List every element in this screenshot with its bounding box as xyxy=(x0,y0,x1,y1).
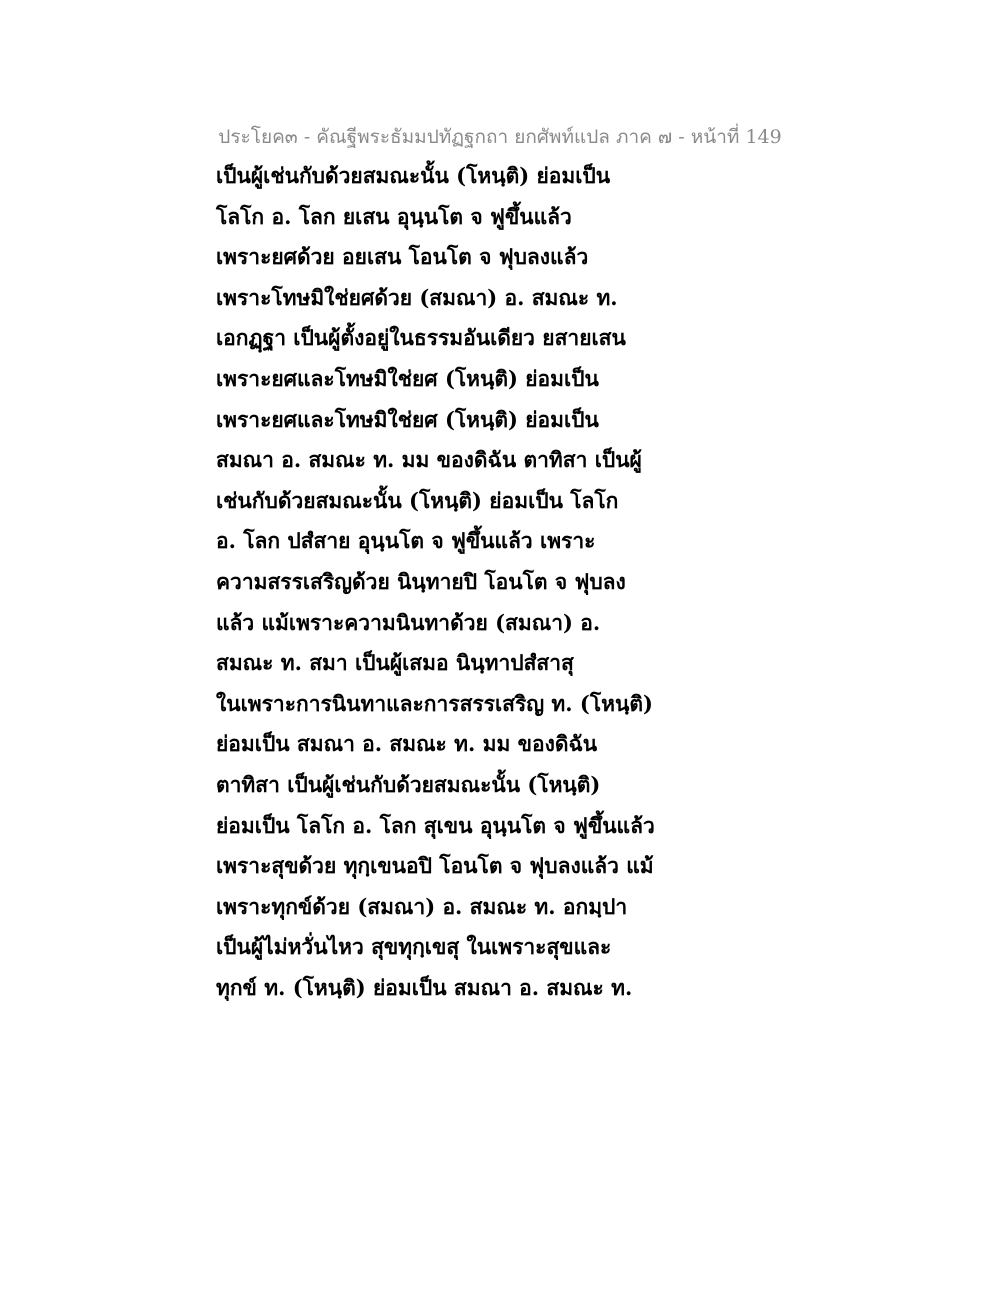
text-line-17: ย่อมเป็น โลโก อ. โลก สุเขน อุนฺนโต จ ฟูขึ้นแล้ว xyxy=(216,812,655,838)
text-line-9: เช่นกับด้วยสมณะนั้น (โหนฺติ) ย่อมเป็น โลโก xyxy=(216,487,619,513)
text-line-5: เอกฏฺฐา เป็นผู้ตั้งอยู่ในธรรมอันเดียว ยสายเสน xyxy=(216,325,626,351)
text-line-7: เพราะยศและโทษมิใช่ยศ (โหนฺติ) ย่อมเป็น xyxy=(216,406,599,432)
text-line-20: เป็นผู้ไม่หวั่นไหว สุขทุกฺเขสุ ในเพราะสุขและ xyxy=(216,934,612,960)
text-line-19: เพราะทุกข์ด้วย (สมณา) อ. สมณะ ท. อกมฺปา xyxy=(216,893,628,919)
text-line-12: แล้ว แม้เพราะความนินทาด้วย (สมณา) อ. xyxy=(216,609,601,635)
text-line-16: ตาทิสา เป็นผู้เช่นกับด้วยสมณะนั้น (โหนฺติ) xyxy=(216,771,601,797)
text-line-10: อ. โลก ปสํสาย อุนฺนโต จ ฟูขึ้นแล้ว เพราะ xyxy=(216,528,596,554)
text-line-3: เพราะยศด้วย อยเสน โอนโต จ ฟุบลงแล้ว xyxy=(216,244,589,270)
body-text xyxy=(216,156,655,1008)
text-line-4: เพราะโทษมิใช่ยศด้วย (สมณา) อ. สมณะ ท. xyxy=(216,284,618,310)
page-header: ประโยค๓ - คัณฐีพระธัมมปทัฏฐกถา ยกศัพท์แปล ภาค ๗ - หน้าที่ 149 xyxy=(218,126,782,148)
text-line-15: ย่อมเป็น สมณา อ. สมณะ ท. มม ของดิฉัน xyxy=(216,731,598,757)
text-line-1: เป็นผู้เช่นกับด้วยสมณะนั้น (โหนฺติ) ย่อมเป็น xyxy=(216,163,611,188)
text-line-14: ในเพราะการนินทาและการสรรเสริญ ท. (โหนฺติ) xyxy=(216,690,653,716)
text-line-8: สมณา อ. สมณะ ท. มม ของดิฉัน ตาทิสา เป็นผู้ xyxy=(216,447,642,473)
text-line-13: สมณะ ท. สมา เป็นผู้เสมอ นินฺทาปสํสาสุ xyxy=(216,650,574,676)
text-line-11: ความสรรเสริญด้วย นินฺทายปิ โอนโต จ ฟุบลง xyxy=(216,568,626,594)
text-line-6: เพราะยศและโทษมิใช่ยศ (โหนฺติ) ย่อมเป็น xyxy=(216,365,599,391)
text-line-21: ทุกข์ ท. (โหนฺติ) ย่อมเป็น สมณา อ. สมณะ ท. xyxy=(216,974,633,1000)
text-line-2: โลโก อ. โลก ยเสน อุนฺนโต จ ฟูขึ้นแล้ว xyxy=(216,203,572,229)
text-line-18: เพราะสุขด้วย ทุกฺเขนอปิ โอนโต จ ฟุบลงแล้ว แม้ xyxy=(216,853,654,879)
